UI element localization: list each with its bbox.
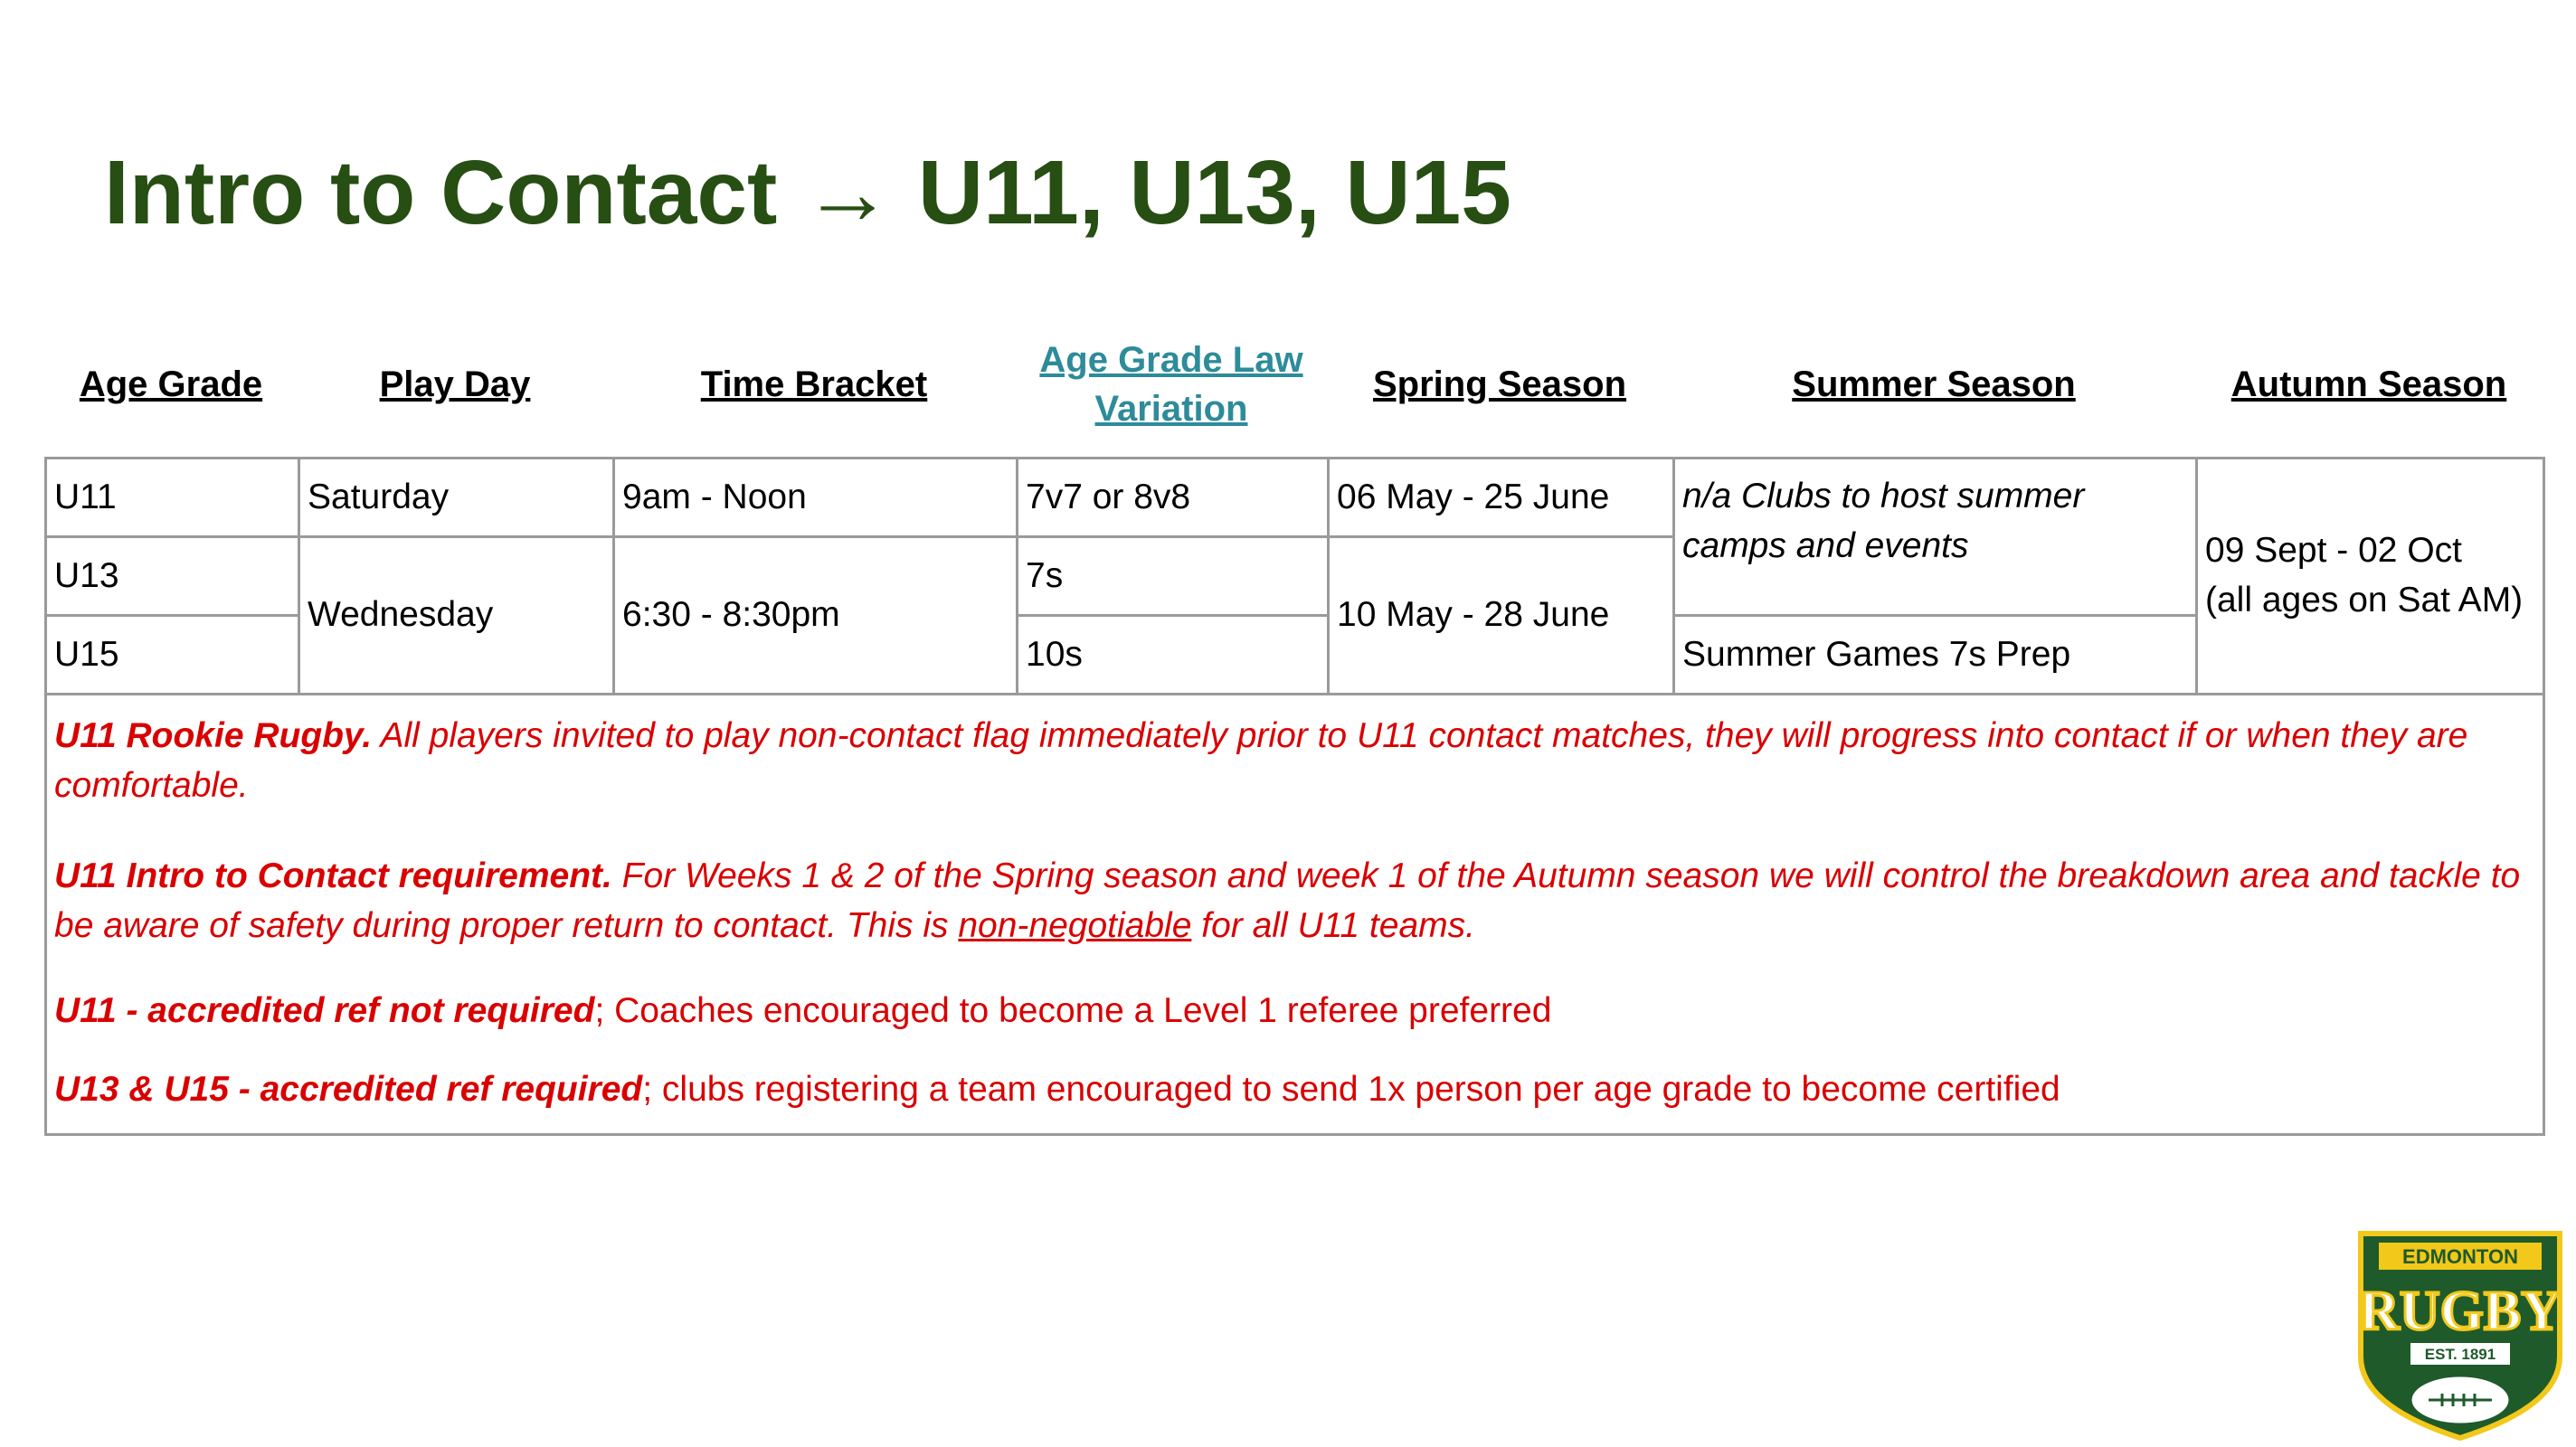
note-ref-u11-text: ; Coaches encouraged to become a Level 1 referee preferred [594, 991, 1552, 1031]
edmonton-rugby-logo [2352, 1221, 2569, 1442]
cell-day-u11: Saturday [299, 459, 614, 537]
header-summer-season: Summer Season [1792, 364, 2076, 404]
header-play-day: Play Day [379, 364, 531, 404]
logo-main-text: RUGBY [2359, 1281, 2562, 1342]
note-ref-u11-heading: U11 - accredited ref not required [54, 991, 595, 1031]
table-row-u11 [46, 459, 2544, 537]
cell-law-u11: 7v7 or 8v8 [1018, 459, 1329, 537]
logo-est-text: EST. 1891 [2424, 1346, 2496, 1363]
note-intro-heading: U11 Intro to Contact requirement. [54, 856, 612, 896]
cell-summer-u15: Summer Games 7s Prep [1674, 616, 2197, 695]
header-time-bracket: Time Bracket [700, 364, 928, 404]
slide-title: Intro to Contact → U11, U13, U15 [104, 142, 1511, 243]
header-age-grade: Age Grade [79, 364, 263, 404]
cell-time-u11: 9am - Noon [614, 459, 1018, 537]
cell-law-u15: 10s [1018, 616, 1329, 695]
autumn-dates: 09 Sept - 02 Oct [2205, 531, 2462, 571]
header-law-variation-line2: Variation [1094, 389, 1248, 429]
note-intro-text-b: for all U11 teams. [1191, 905, 1475, 945]
cell-spring-u11: 06 May - 25 June [1329, 459, 1674, 537]
note-ref-u13-text: ; clubs registering a team encouraged to send 1x person per age grade to become certified [642, 1069, 2060, 1109]
cell-grade-u13: U13 [46, 537, 299, 616]
note-intro-underlined: non-negotiable [958, 905, 1192, 945]
header-spring-season: Spring Season [1372, 364, 1627, 404]
note-ref-u11 [54, 987, 2535, 1036]
cell-grade-u15: U15 [46, 616, 299, 695]
autumn-note: (all ages on Sat AM) [2205, 581, 2524, 619]
note-rookie-rugby [54, 712, 2535, 810]
cell-time-u13-u15: 6:30 - 8:30pm [614, 537, 1018, 695]
logo-top-text: EDMONTON [2402, 1245, 2518, 1268]
cell-summer-u11-u13: n/a Clubs to host summer camps and events [1674, 459, 2197, 616]
note-intro-contact [54, 852, 2535, 950]
header-law-variation-link[interactable] [1016, 335, 1327, 434]
cell-grade-u11: U11 [46, 459, 299, 537]
cell-law-u13: 7s [1018, 537, 1329, 616]
cell-spring-u13-u15: 10 May - 28 June [1329, 537, 1674, 695]
note-intro-text-a: For Weeks 1 & 2 of the Spring season and week 1 of the Autumn season we will control the breakdown area and tackle to be aware of safety during proper return to contact. This is [54, 856, 2521, 945]
note-rookie-heading: U11 Rookie Rugby. [54, 716, 373, 755]
notes-cell [46, 695, 2544, 1135]
schedule-table [44, 457, 2545, 1136]
cell-day-u13-u15: Wednesday [299, 537, 614, 695]
table-row-notes [46, 695, 2544, 1135]
cell-autumn-all [2197, 459, 2544, 695]
note-rookie-text: All players invited to play non-contact flag immediately prior to U11 contact matches, they will progress into contact if or when they are comfortable. [54, 716, 2468, 805]
header-law-variation-line1: Age Grade Law [1039, 340, 1303, 380]
header-autumn-season: Autumn Season [2230, 364, 2507, 404]
note-ref-u13-heading: U13 & U15 - accredited ref required [54, 1069, 643, 1109]
note-ref-u13-u15 [54, 1065, 2535, 1115]
